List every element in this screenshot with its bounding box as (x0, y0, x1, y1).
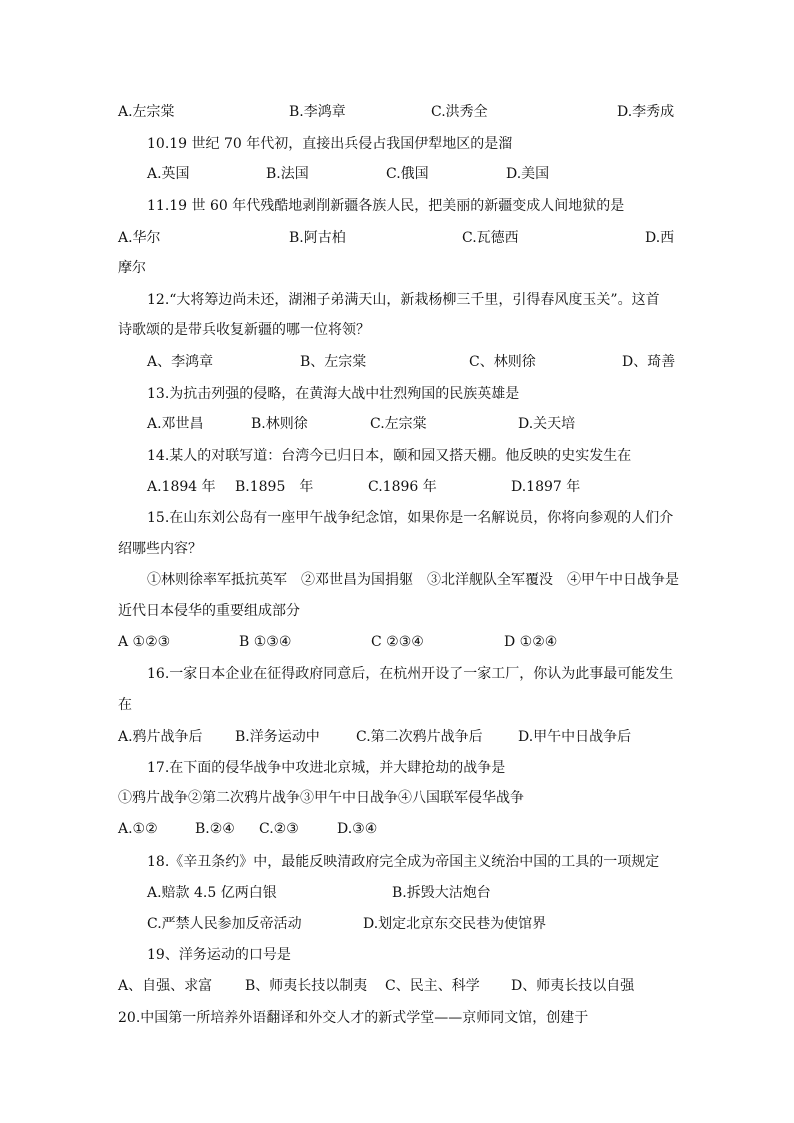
option-a: A.英国 (147, 166, 190, 182)
option-a: A.①② (118, 821, 158, 837)
question-stem-line-1: 12.“大将筹边尚未还，湖湘子弟满天山，新栽杨柳三千里，引得春风度玉关”。这首 (147, 292, 660, 308)
option-c: C.瓦德西 (462, 230, 519, 246)
option-c: C.1896 年 (368, 479, 437, 495)
option-b: B ①③④ (239, 634, 292, 650)
option-c: C、林则徐 (469, 354, 536, 370)
statement-list-line-2: 近代日本侵华的重要组成部分 (118, 603, 300, 619)
option-b: B.②④ (195, 821, 235, 837)
option-b: B、左宗棠 (300, 354, 367, 370)
question-stem-line-1: 16.一家日本企业在征得政府同意后，在杭州开设了一家工厂，你认为此事最可能发生 (147, 666, 674, 682)
option-c: C.严禁人民参加反帝活动 (147, 916, 302, 932)
option-d: D.李秀成 (617, 104, 675, 120)
option-b: B.林则徐 (251, 416, 308, 432)
option-c: C.洪秀全 (431, 104, 488, 120)
question-stem-line-1: 15.在山东刘公岛有一座甲午战争纪念馆，如果你是一名解说员，你将向参观的人们介 (147, 510, 674, 526)
option-d: D.划定北京东交民巷为使馆界 (363, 916, 547, 932)
option-d: D ①②④ (504, 634, 558, 650)
option-c: C.第二次鸦片战争后 (356, 729, 483, 745)
option-c: C.②③ (259, 821, 299, 837)
option-c: C.俄国 (386, 166, 429, 182)
option-d: D、师夷长技以自强 (511, 978, 635, 994)
question-stem: 10.19 世纪 70 年代初，直接出兵侵占我国伊犁地区的是溜 (147, 136, 513, 152)
option-a: A、李鸿章 (147, 354, 214, 370)
option-b: B.拆毁大沽炮台 (392, 885, 491, 901)
option-a: A.左宗棠 (118, 104, 175, 120)
option-a: A.华尔 (118, 230, 161, 246)
question-stem: 19、洋务运动的口号是 (147, 947, 291, 963)
question-stem: 11.19 世 60 年代残酷地剥削新疆各族人民，把美丽的新疆变成人间地狱的是 (147, 198, 625, 214)
option-b: B.法国 (266, 166, 309, 182)
option-d: D.关天培 (518, 416, 576, 432)
option-a: A.邓世昌 (147, 416, 204, 432)
option-a: A.鸦片战争后 (118, 729, 203, 745)
option-d: D.1897 年 (511, 479, 581, 495)
question-stem: 13.为抗击列强的侵略，在黄海大战中壮烈殉国的民族英雄是 (147, 386, 520, 402)
question-stem: 20.中国第一所培养外语翻译和外交人才的新式学堂——京师同文馆，创建于 (118, 1010, 589, 1026)
statement-list: ①鸦片战争②第二次鸦片战争③甲午中日战争④八国联军侵华战争 (118, 790, 524, 806)
option-a: A.赔款 4.5 亿两白银 (147, 885, 277, 901)
option-d: D、琦善 (622, 354, 676, 370)
question-stem-line-2: 诗歌颂的是带兵收复新疆的哪一位将领？ (118, 322, 370, 338)
question-stem-line-2: 在 (118, 697, 132, 713)
option-a: A ①②③ (118, 634, 171, 650)
question-stem: 14.某人的对联写道：台湾今已归日本，颐和园又搭天棚。他反映的史实发生在 (147, 448, 632, 464)
option-b: B、师夷长技以制夷 (245, 978, 368, 994)
option-d: D.西 (645, 230, 675, 246)
option-a: A、自强、求富 (118, 978, 213, 994)
option-a: A.1894 年 (147, 479, 216, 495)
question-stem-line-2: 绍哪些内容？ (118, 541, 202, 557)
statement-list-line-1: ①林则徐率军抵抗英军 ②邓世昌为国捐躯 ③北洋舰队全军覆没 ④甲午中日战争是 (147, 572, 679, 588)
option-b: B.阿古柏 (289, 230, 346, 246)
question-stem: 18.《辛丑条约》中，最能反映清政府完全成为帝国主义统治中国的工具的一项规定 (147, 854, 660, 870)
option-b: B.洋务运动中 (235, 729, 320, 745)
option-d: D.③④ (337, 821, 378, 837)
option-c: C、民主、科学 (385, 978, 480, 994)
question-stem: 17.在下面的侵华战争中攻进北京城，并大肆抢劫的战争是 (147, 760, 506, 776)
option-d-continued: 摩尔 (118, 260, 146, 276)
option-b: B.李鸿章 (289, 104, 346, 120)
option-b: B.1895 年 (235, 479, 314, 495)
option-c: C.左宗棠 (370, 416, 427, 432)
option-d: D.甲午中日战争后 (518, 729, 632, 745)
option-c: C ②③④ (371, 634, 424, 650)
option-d: D.美国 (506, 166, 550, 182)
